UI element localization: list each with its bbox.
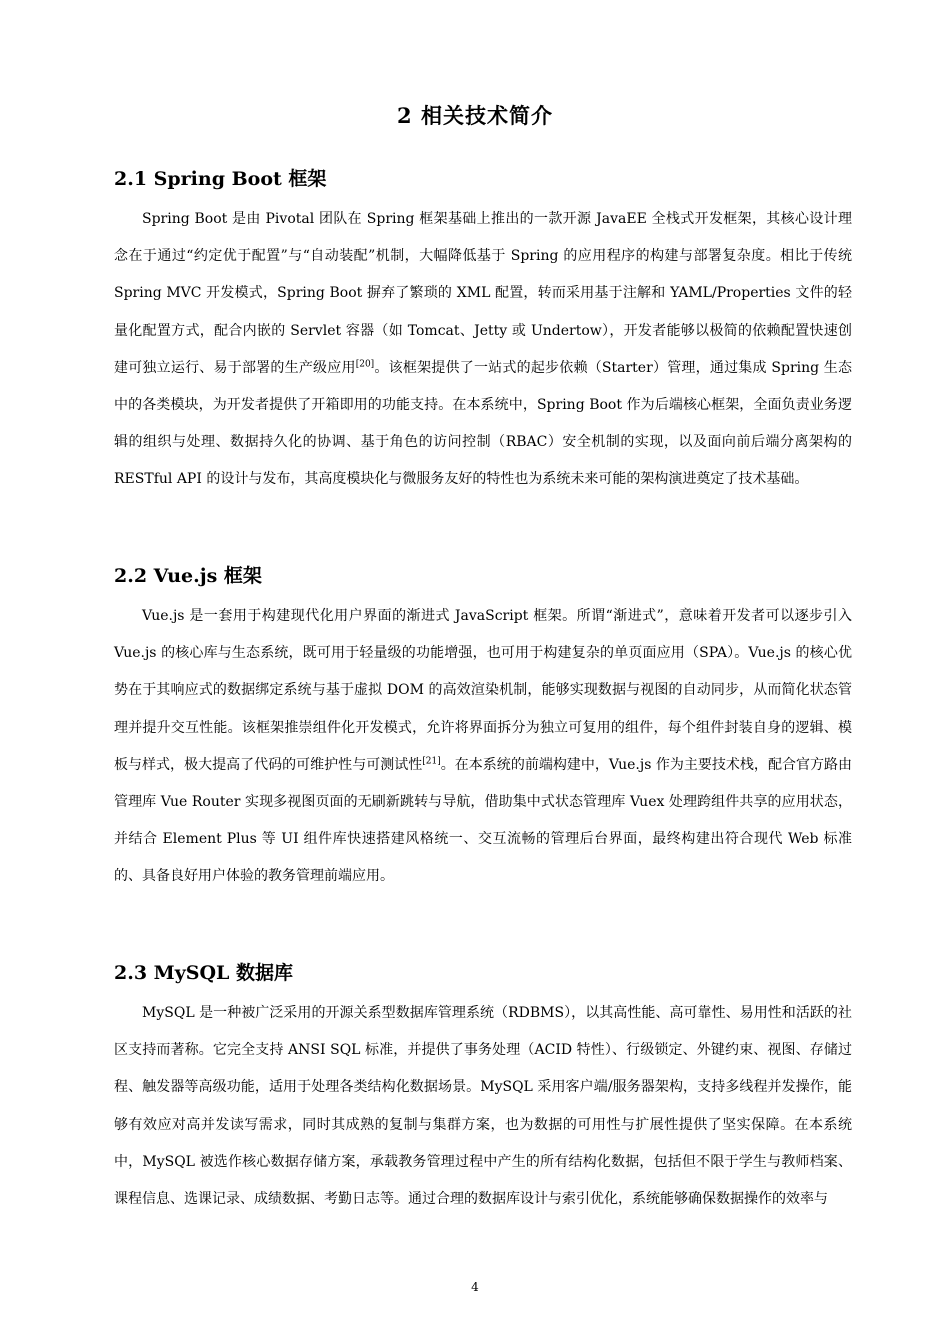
section-mysql: [114, 958, 852, 1218]
paragraph-text: Spring Boot 是由 Pivotal 团队在 Spring 框架基础上推出的一款开源 JavaEE 全栈式开发框架，其核心设计理念在于通过“约定优于配置”与“自动装配”机制，大幅降低基于 Spring 的应用程序的构建与部署复杂度。相比于传统 Spring MVC 开发模式，Spring Boot 摒弃了繁琐的 XML 配置，转而采用基于注解和 YAML/Properties 文件的轻量化配置方式，配合内嵌的 Servlet 容器（如 Tomcat、Jetty 或 Undertow），开发者能够以极简的依赖配置快速创建可独立运行、易于部署的生产级应用: [114, 211, 852, 376]
section-heading: 2.2 Vue.js 框架: [114, 565, 262, 587]
paragraph-text: 。该框架提供了一站式的起步依赖（Starter）管理，通过集成 Spring 生态中的各类模块，为开发者提供了开箱即用的功能支持。在本系统中，Spring Boot 作为后端核心框架，全面负责业务逻辑的组织与处理、数据持久化的协调、基于角色的访问控制（RBAC）安全机制的实现，以及面向前后端分离架构的 RESTful API 的设计与发布，其高度模块化与微服务友好的特性也为系统未来可能的架构演进奠定了技术基础。: [114, 359, 852, 488]
chapter-title: 2 相关技术简介: [397, 103, 553, 128]
section-paragraph: [114, 201, 852, 499]
citation-ref: [21]: [422, 756, 441, 767]
section-paragraph: [114, 598, 852, 896]
paragraph-text: 。在本系统的前端构建中，Vue.js 作为主要技术栈，配合官方路由管理库 Vue Router 实现多视图页面的无刷新跳转与导航，借助集中式状态管理库 Vuex 处理跨组件共享的应用状态，并结合 Element Plus 等 UI 组件库快速搭建风格统一、交互流畅的管理后台界面，最终构建出符合现代 Web 标准的、具备良好用户体验的教务管理前端应用。: [114, 756, 853, 885]
section-vuejs: [114, 561, 852, 896]
citation-ref: [20]: [355, 359, 375, 370]
section-heading: 2.3 MySQL 数据库: [114, 962, 293, 984]
paragraph-text: Vue.js 是一套用于构建现代化用户界面的渐进式 JavaScript 框架。所谓“渐进式”，意味着开发者可以逐步引入 Vue.js 的核心库与生态系统，既可用于轻量级的功能增强，也可用于构建复杂的单页面应用（SPA）。Vue.js 的核心优势在于其响应式的数据绑定系统与基于虚拟 DOM 的高效渲染机制，能够实现数据与视图的自动同步，从而简化状态管理并提升交互性能。该框架推崇组件化开发模式，允许将界面拆分为独立可复用的组件，每个组件封装自身的逻辑、模板与样式，极大提高了代码的可维护性与可测试性: [114, 608, 852, 773]
section-spring-boot: [114, 164, 852, 499]
section-heading: 2.1 Spring Boot 框架: [114, 168, 327, 190]
paragraph-text: MySQL 是一种被广泛采用的开源关系型数据库管理系统（RDBMS），以其高性能、高可靠性、易用性和活跃的社区支持而著称。它完全支持 ANSI SQL 标准，并提供了事务处理（ACID 特性）、行级锁定、外键约束、视图、存储过程、触发器等高级功能，适用于处理各类结构化数据场景。MySQL 采用客户端/服务器架构，支持多线程并发操作，能够有效应对高并发读写需求，同时其成熟的复制与集群方案，也为数据的可用性与扩展性提供了坚实保障。在本系统中，MySQL 被选作核心数据存储方案，承载教务管理过程中产生的所有结构化数据，包括但不限于学生与教师档案、课程信息、选课记录、成绩数据、考勤日志等。通过合理的数据库设计与索引优化，系统能够确保数据操作的效率与: [114, 1005, 852, 1208]
page-number: 4: [471, 1280, 479, 1294]
section-paragraph: [114, 995, 852, 1218]
